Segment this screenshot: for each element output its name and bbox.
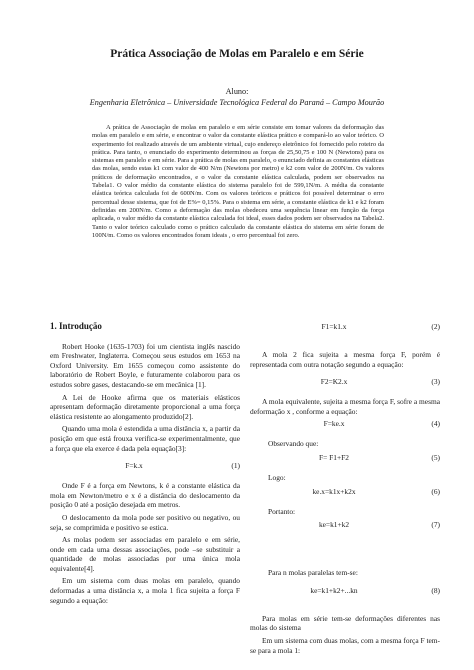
paragraph: A mola equivalente, sujeita a mesma força F, sofre a mesma deformação x , conforme a equação: — [250, 397, 440, 416]
paragraph: A Lei de Hooke afirma que os materiais elásticos apresentam deformação diretamente proporcional a uma força elástica resistente ao alongamento produzido[2]. — [50, 392, 240, 421]
right-column — [250, 322, 440, 658]
label-portanto: Portanto: — [268, 506, 296, 516]
equation-expression: F1=k1.x — [321, 322, 347, 331]
equation-expression: F2=K2.x — [320, 377, 348, 387]
equation-6 — [250, 487, 440, 497]
author-label: Aluno: — [225, 87, 249, 96]
left-column — [50, 322, 240, 608]
equation-1 — [50, 461, 240, 471]
equation-expression: ke=k1+k2 — [318, 520, 350, 530]
equation-number: (8) — [431, 585, 440, 595]
equation-number: (4) — [431, 419, 440, 429]
equation-expression: F=ke.x — [323, 419, 345, 429]
equation-expression: F=k.x — [125, 461, 143, 471]
equation-3 — [250, 377, 440, 387]
equation-expression: ke.x=k1x+k2x — [312, 486, 356, 496]
paragraph: Onde F é a força em Newtons, k é a constante elástica da mola em Newton/metro e x é a distância do deslocamento da posição 0 até a posição desejada em metros. — [50, 481, 240, 510]
equation-number: (6) — [431, 486, 440, 496]
equation-7 — [250, 520, 440, 530]
equation-number: (1) — [231, 461, 240, 471]
paragraph: Em um sistema com duas molas, com a mesma força F tem-se para a mola 1: — [250, 635, 440, 655]
paragraph: A mola 2 fica sujeita a mesma força F, porém é representada com outra notação segundo a equação: — [250, 350, 440, 369]
equation-number: (7) — [431, 520, 440, 530]
equation-5 — [250, 453, 440, 463]
paragraph: O deslocamento da mola pode ser positivo ou negativo, ou seja, se comprimida e positivo se estica. — [50, 512, 240, 532]
equation-number: (5) — [431, 452, 440, 462]
label-n-molas: Para n molas paralelas tem-se: — [268, 568, 358, 578]
equation-number: (3) — [431, 377, 440, 387]
affiliation: Engenharia Eletrônica – Universidade Tecnológica Federal do Paraná – Campo Mourão — [89, 98, 385, 107]
paper-title: Prática Associação de Molas em Paralelo e em Série — [110, 48, 364, 60]
equation-expression: F= F1+F2 — [319, 452, 349, 462]
paragraph: Em um sistema com duas molas em paralelo, quando deformadas a uma distância x, a mola 1 fica sujeita a força F segundo a equação: — [50, 576, 240, 605]
equation-expression: ke=k1+k2+...kn — [310, 585, 358, 595]
paragraph: Robert Hooke (1635-1703) foi um cientista inglês nascido em Freshwater, Inglaterra. Começou seus estudos em 1653 na Oxford University. Em 1655 começou como assistente do laboratório de Robert Boyle, e futuramente colaborou para os estudos sobre gases, destacando-se em mecânica [1]. — [50, 341, 240, 389]
paragraph: As molas podem ser associadas em paralelo e em série, onde em cada uma dessas associações, pode –se substituir a quantidade de molas associadas por uma única mola equivalente[4]. — [50, 535, 240, 573]
paragraph: Quando uma mola é estendida a uma distância x, a partir da posição em que está frouxa verifica-se experimentalmente, que a força que ela exerce é dada pela equação[3]: — [50, 424, 240, 453]
paragraph: Para molas em série tem-se deformações diferentes nas molas do sistema — [250, 613, 440, 633]
label-observando: Observando que: — [268, 439, 319, 449]
equation-8 — [250, 586, 440, 596]
equation-4 — [250, 419, 440, 429]
equation-number: (2) — [431, 322, 440, 331]
section-heading-introducao: 1. Introdução — [50, 321, 102, 331]
label-logo: Logo: — [268, 472, 286, 482]
equation-2 — [250, 322, 440, 332]
abstract: A prática de Associação de molas em paralelo e em série consiste em tomar valores da deformação das molas em paralelo e em série, e encontrar o valor da constante elástica prático e compará-lo ao valor teórico. O experimento foi realizado através de um ambiente virtual, cujo endereço eletrônico foi fornecido pelo roteiro da prática. Para tanto, o enunciado do experimento determinou as forças de 25,50,75 e 100 N (Newtons) para os sistemas em paralelo e em série. Para a prática de molas em paralelo, o enunciado definia as constantes elásticas das molas, sendo estas k1 com valor de 400 N/m (Newtons por metro) e k2 com valor de 200N/m. Os valores práticos de deformação encontrados, e o valor da constante elástica calculada, podem ser observados na Tabela1. O valor médio da constante elástica do sistema paralelo foi de 599,1N/m. A média da constante elástica teórica calculada foi de 600N/m. Com os valores teóricos e práticos foi possível determinar o erro percentual desse sistema, que foi de E%= 0,15%. Para o sistema em série, a constante elástica de k1 e k2 foram definidas em 200N/m. Como a deformação das molas obedeceu uma sequência linear em função da força aplicada, o valor médio da constante elástica calculada foi ideal, esses dados podem ser observados na Tabela2. Tanto o valor teórico calculado como o prático calculado da constante elástica do sistema em série foram de 100N/m. Como os valores encontrados foram ideais , o erro percentual foi zero. — [92, 124, 384, 239]
